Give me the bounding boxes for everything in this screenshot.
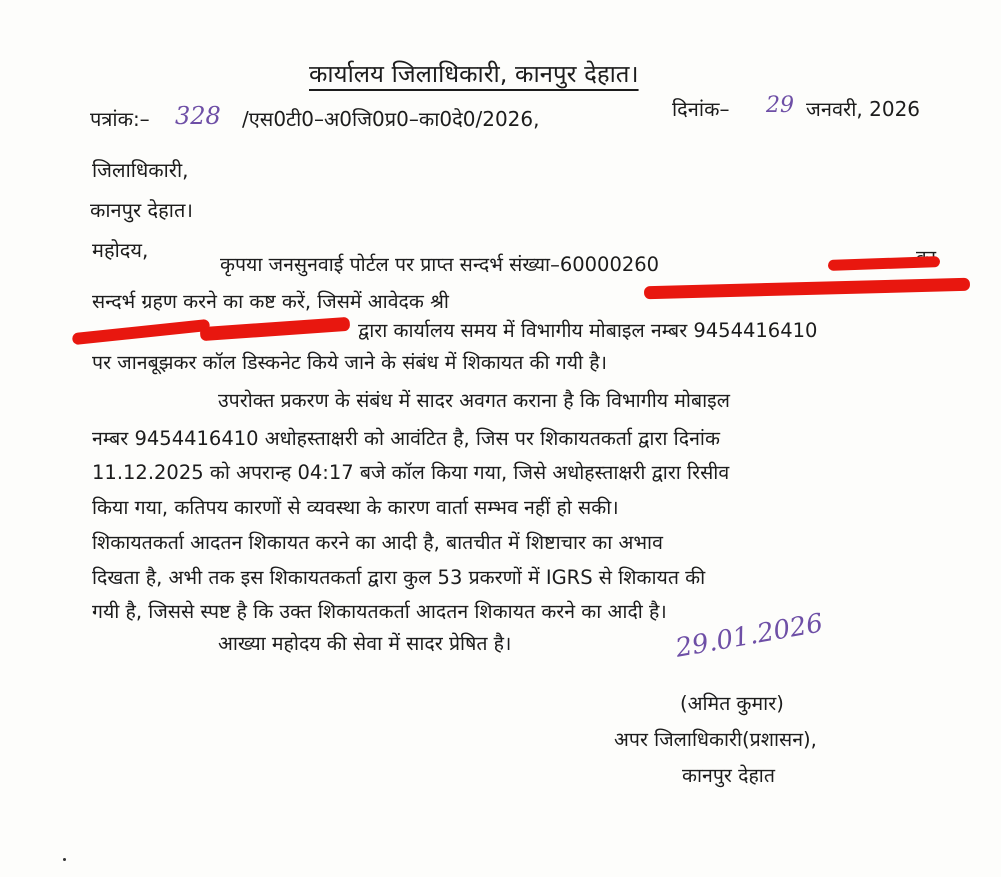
para2-line-1: उपरोक्त प्रकरण के संबंध में सादर अवगत कराना है कि विभागीय मोबाइल xyxy=(218,389,730,412)
redaction-mark xyxy=(200,317,351,341)
para2-line-4: किया गया, कतिपय कारणों से व्यवस्था के कारण वार्ता सम्भव नहीं हो सकी। xyxy=(92,496,619,519)
para2-line-2: नम्बर 9454416410 अधोहस्ताक्षरी को आवंटित है, जिस पर शिकायतकर्ता द्वारा दिनांक xyxy=(92,427,720,450)
para2-line-5: शिकायतकर्ता आदतन शिकायत करने का आदी है, बातचीत में शिष्टाचार का अभाव xyxy=(92,531,663,554)
reference-number-handwritten: 328 xyxy=(175,102,221,130)
reference-suffix: /एस0टी0–अ0जि0प्र0–का0दे0/2026, xyxy=(242,107,540,131)
para1-line-3: द्वारा कार्यालय समय में विभागीय मोबाइल नम्बर 9454416410 xyxy=(358,319,818,342)
redaction-mark xyxy=(72,319,210,345)
signatory-name: (अमित कुमार) xyxy=(680,692,784,715)
para1-line-2: सन्दर्भ ग्रहण करने का कष्ट करें, जिसमें आवेदक श्री xyxy=(92,290,449,313)
date-label: दिनांक– xyxy=(672,97,730,121)
addressee-line-2: कानपुर देहात। xyxy=(90,198,193,222)
paper-speck xyxy=(63,858,66,861)
office-title: कार्यालय जिलाधिकारी, कानपुर देहात। xyxy=(309,60,639,88)
para1-line-4: पर जानबूझकर कॉल डिस्कनेट किये जाने के संबंध में शिकायत की गयी है। xyxy=(92,351,608,374)
para1-line-1: कृपया जनसुनवाई पोर्टल पर प्राप्त सन्दर्भ संख्या–60000260 xyxy=(220,253,660,276)
salutation: महोदय, xyxy=(92,238,149,262)
signature-date-handwritten: 29.01.2026 xyxy=(673,608,826,664)
closing-line: आख्या महोदय की सेवा में सादर प्रेषित है। xyxy=(218,632,512,655)
reference-label: पत्रांक:– xyxy=(90,107,150,131)
signatory-place: कानपुर देहात xyxy=(682,764,775,787)
addressee-line-1: जिलाधिकारी, xyxy=(92,158,189,182)
para2-line-3: 11.12.2025 को अपरान्ह 04:17 बजे कॉल किया गया, जिसे अधोहस्ताक्षरी द्वारा रिसीव xyxy=(92,461,730,484)
para2-line-7: गयी है, जिससे स्पष्ट है कि उक्त शिकायतकर्ता आदतन शिकायत करने का आदी है। xyxy=(92,600,667,623)
date-day-handwritten: 29 xyxy=(766,93,794,118)
signatory-designation: अपर जिलाधिकारी(प्रशासन), xyxy=(614,728,817,751)
redaction-mark xyxy=(644,278,970,300)
date-month-year: जनवरी, 2026 xyxy=(806,97,921,121)
para2-line-6: दिखता है, अभी तक इस शिकायतकर्ता द्वारा कुल 53 प्रकरणों में IGRS से शिकायत की xyxy=(92,566,706,589)
